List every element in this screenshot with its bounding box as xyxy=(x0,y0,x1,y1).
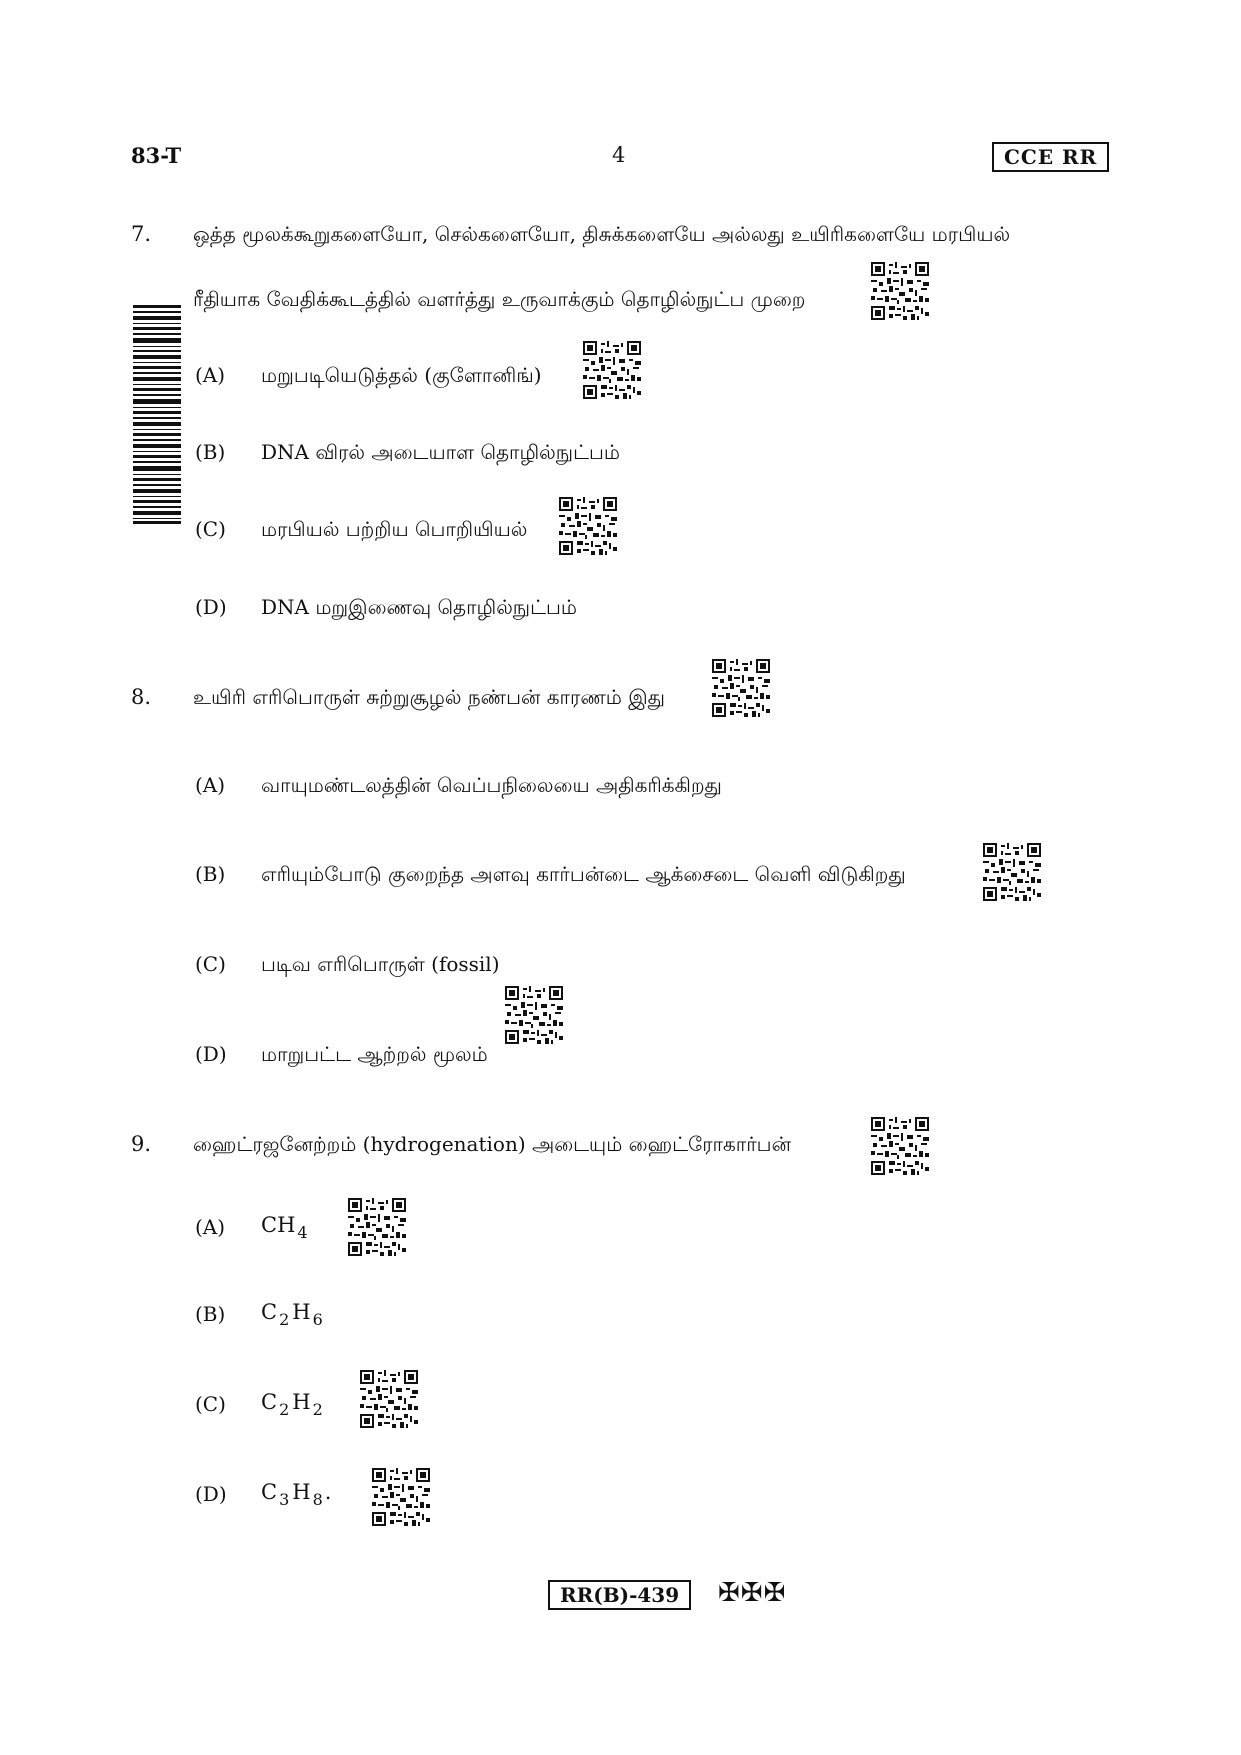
option-text: மாறுபட்ட ஆற்றல் மூலம் xyxy=(261,1042,488,1066)
formula-part: H xyxy=(292,1480,311,1504)
option-text: வாயுமண்டலத்தின் வெப்பநிலையை அதிகரிக்கிறது xyxy=(261,773,722,797)
qr-code-icon xyxy=(583,341,641,399)
series-box: CCE RR xyxy=(992,142,1109,172)
option-label: (D) xyxy=(195,595,227,619)
option-formula xyxy=(261,1480,331,1509)
option-text: மறுபடியெடுத்தல் (குளோனிங்) xyxy=(261,363,542,387)
option-text: படிவ எரிபொருள் (fossil) xyxy=(261,952,500,976)
qr-code-icon xyxy=(871,262,929,320)
formula-part: C xyxy=(261,1480,278,1504)
formula-subscript: 3 xyxy=(279,1490,290,1509)
ornament-icon: ✠✠✠ xyxy=(718,1578,787,1608)
formula-subscript: 2 xyxy=(279,1400,290,1419)
formula-part: CH xyxy=(261,1213,296,1237)
qr-code-icon xyxy=(559,497,617,555)
question-text: ஹைட்ரஜனேற்றம் (hydrogenation) அடையும் ஹைட்ரோகார்பன் xyxy=(193,1132,791,1156)
qr-code-icon xyxy=(712,659,770,717)
option-label: (B) xyxy=(195,862,226,886)
question-number: 8. xyxy=(131,685,152,709)
option-formula xyxy=(261,1300,323,1329)
option-text: DNA விரல் அடையாள தொழில்நுட்பம் xyxy=(261,440,620,464)
formula-part: C xyxy=(261,1390,278,1414)
option-label: (D) xyxy=(195,1482,227,1506)
question-number: 9. xyxy=(131,1132,152,1156)
formula-part: H xyxy=(292,1390,311,1414)
option-label: (B) xyxy=(195,440,226,464)
option-label: (A) xyxy=(195,1215,226,1239)
question-text: உயிரி எரிபொருள் சுற்றுசூழல் நண்பன் காரணம் இது xyxy=(193,685,666,709)
qr-code-icon xyxy=(871,1117,929,1175)
formula-subscript: 6 xyxy=(312,1310,323,1329)
formula-part: C xyxy=(261,1300,278,1324)
question-text: ஒத்த மூலக்கூறுகளையோ, செல்களையோ, திசுக்களையே அல்லது உயிரிகளையே மரபியல் xyxy=(193,222,1011,246)
question-text: ரீதியாக வேதிக்கூடத்தில் வளர்த்து உருவாக்கும் தொழில்நுட்ப முறை xyxy=(193,287,806,311)
qr-code-icon xyxy=(348,1198,406,1256)
option-label: (C) xyxy=(195,517,226,541)
formula-subscript: 8 xyxy=(312,1490,323,1509)
formula-subscript: 4 xyxy=(297,1223,308,1242)
formula-subscript: 2 xyxy=(279,1310,290,1329)
qr-code-icon xyxy=(372,1468,430,1526)
qr-code-icon xyxy=(360,1370,418,1428)
option-text: DNA மறுஇணைவு தொழில்நுட்பம் xyxy=(261,595,577,619)
option-label: (A) xyxy=(195,773,226,797)
option-label: (B) xyxy=(195,1302,226,1326)
formula-part: H xyxy=(292,1300,311,1324)
option-text: எரியும்போடு குறைந்த அளவு கார்பன்டை ஆக்சைடை வெளி விடுகிறது xyxy=(261,862,906,886)
question-number: 7. xyxy=(131,222,152,246)
option-formula xyxy=(261,1213,308,1242)
option-label: (C) xyxy=(195,1392,226,1416)
page-number: 4 xyxy=(612,143,626,167)
option-label: (D) xyxy=(195,1042,227,1066)
paper-code: 83-T xyxy=(131,143,182,168)
option-text: மரபியல் பற்றிய பொறியியல் xyxy=(261,517,528,541)
barcode-icon xyxy=(133,305,181,525)
formula-subscript: 2 xyxy=(312,1400,323,1419)
formula-suffix: . xyxy=(324,1480,332,1504)
qr-code-icon xyxy=(505,986,563,1044)
booklet-code: RR(B)-439 xyxy=(548,1580,691,1610)
option-formula xyxy=(261,1390,323,1419)
option-label: (C) xyxy=(195,952,226,976)
option-label: (A) xyxy=(195,363,226,387)
qr-code-icon xyxy=(983,843,1041,901)
